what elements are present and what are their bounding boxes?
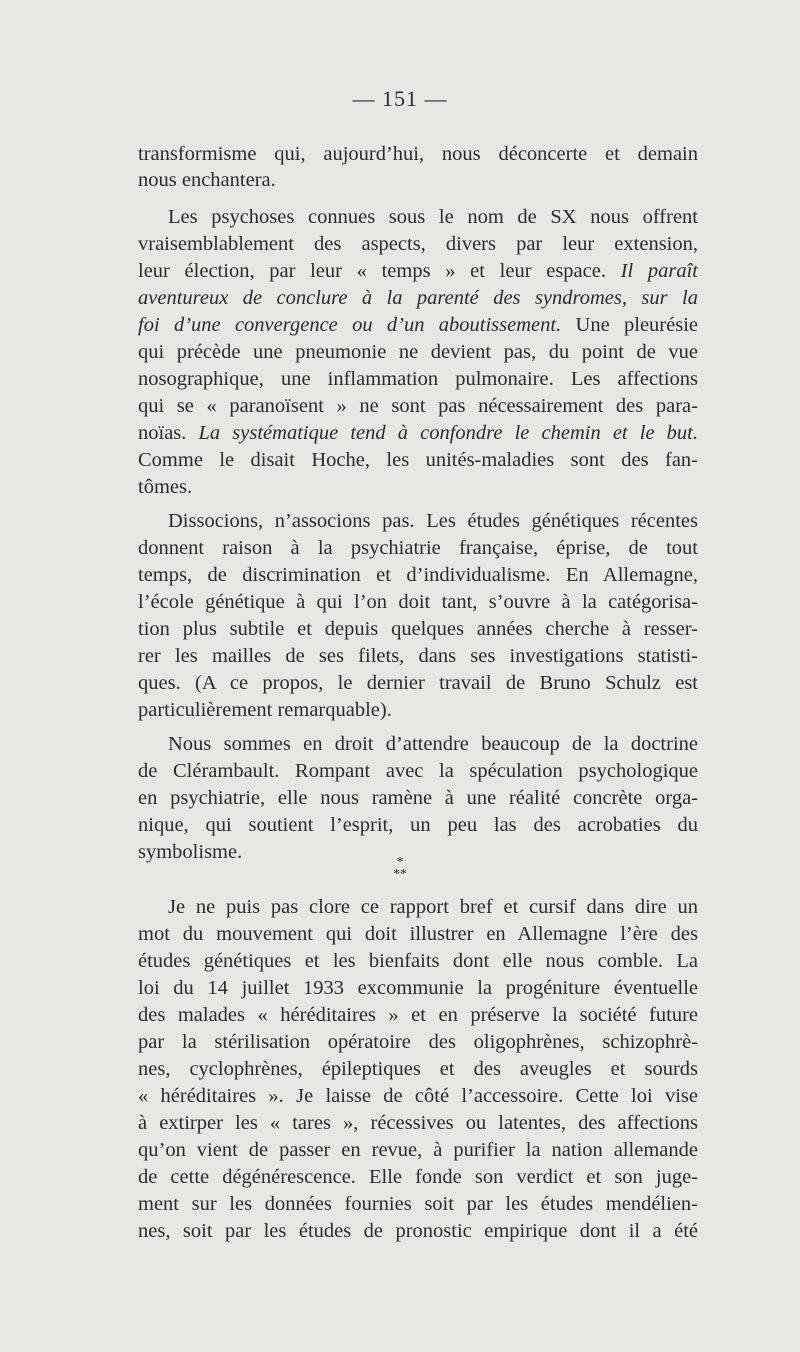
text-line: nous enchantera. [138,169,276,191]
ornament-star-bottom: ** [393,867,407,882]
text-line: symbolisme. [138,841,243,863]
text-line: des malades « héréditaires » et en préserve la société future [138,1004,698,1026]
text-line: qui se « paranoïsent » ne sont pas nécessairement des para- [138,395,698,417]
text-line: vraisemblablement des aspects, divers par leur extension, [138,233,698,255]
ornament-star-top: * [396,855,404,870]
text-line: nes, cyclophrènes, épileptiques et des aveugles et sourds [138,1058,698,1080]
text-line: donnent raison à la psychiatrie française, éprise, de tout [138,537,698,559]
text-line: rer les mailles de ses filets, dans ses investigations statisti- [138,645,698,667]
text-line: tômes. [138,476,193,498]
text-line: noïas. La systématique tend à confondre le chemin et le but. [138,422,698,444]
text-line: Les psychoses connues sous le nom de SX nous offrent [168,206,698,228]
text-line: tion plus subtile et depuis quelques années cherche à resser- [138,618,698,640]
text-line: loi du 14 juillet 1933 excommunie la progéniture éventuelle [138,977,698,999]
text-line: par la stérilisation opératoire des oligophrènes, schizophrè- [138,1031,698,1053]
text-line: Je ne puis pas clore ce rapport bref et cursif dans dire un [168,896,698,918]
text-line [138,285,698,311]
text-line: leur élection, par leur « temps » et leur espace. Il paraît [138,260,698,282]
text-line: en psychiatrie, elle nous ramène à une réalité concrète orga- [138,787,698,809]
text-line: particulièrement remarquable). [138,699,392,721]
text-line: nosographique, une inflammation pulmonaire. Les affections [138,368,698,390]
text-line: transformisme qui, aujourd’hui, nous déconcerte et demain [138,143,698,165]
page-number: — 151 — [352,86,448,111]
italic-span: foi d’une convergence ou d’un aboutissement. [138,314,562,336]
text-line: de cette dégénérescence. Elle fonde son verdict et son juge- [138,1166,698,1188]
italic-span: aventureux de conclure à la parenté des syndromes, sur la [138,287,698,309]
text-line: ment sur les données fournies soit par les études mendélien- [138,1193,698,1215]
text-line: Nous sommes en droit d’attendre beaucoup de la doctrine [168,733,698,755]
text-line: qu’on vient de passer en revue, à purifier la nation allemande [138,1139,698,1161]
text-line: études génétiques et les bienfaits dont elle nous comble. La [138,950,698,972]
text-line: qui précède une pneumonie ne devient pas, du point de vue [138,341,698,363]
text-line: mot du mouvement qui doit illustrer en Allemagne l’ère des [138,923,698,945]
text-line: nes, soit par les études de pronostic empirique dont il a été [138,1220,698,1242]
text-line: de Clérambault. Rompant avec la spéculation psychologique [138,760,698,782]
text-line: Dissocions, n’associons pas. Les études génétiques récentes [168,510,698,532]
text-line: ques. (A ce propos, le dernier travail de Bruno Schulz est [138,672,698,694]
text-line: Comme le disait Hoche, les unités-maladies sont des fan- [138,449,698,471]
text-line: à extirper les « tares », récessives ou latentes, des affections [138,1112,698,1134]
text-line: nique, qui soutient l’esprit, un peu las des acrobaties du [138,814,698,836]
text-line: temps, de discrimination et d’individualisme. En Allemagne, [138,564,698,586]
section-ornament [0,857,800,881]
italic-span: Il paraît [620,260,698,282]
text-line: l’école génétique à qui l’on doit tant, s’ouvre à la catégorisa- [138,591,698,613]
text-line: foi d’une convergence ou d’un aboutissement. Une pleurésie [138,314,698,336]
italic-span: La systématique tend à confondre le chemin et le but. [198,422,698,444]
text-line: « héréditaires ». Je laisse de côté l’accessoire. Cette loi vise [138,1085,698,1107]
